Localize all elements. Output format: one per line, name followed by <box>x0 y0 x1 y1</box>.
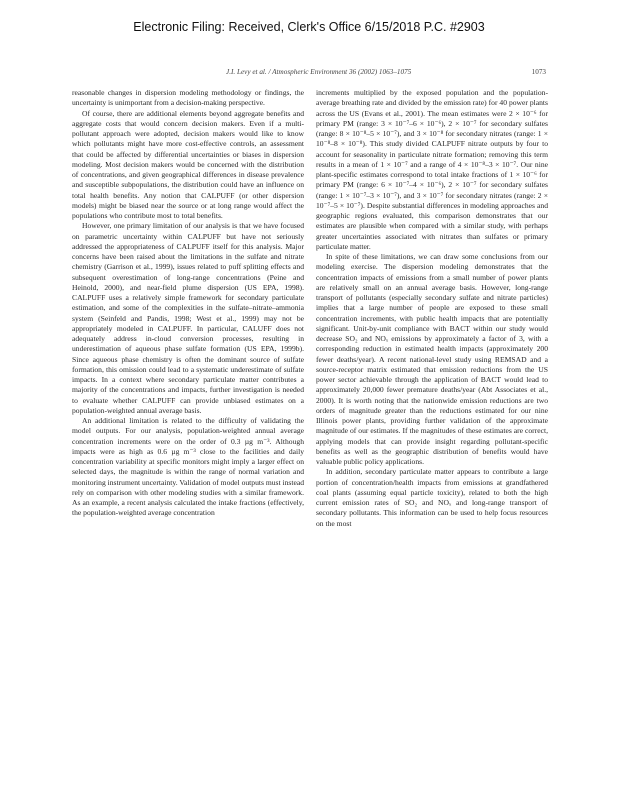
paragraph: In addition, secondary particulate matter appears to contribute a large portion of concentration/health impacts from emissions at grandfathered coal plants (assuming equal particle toxicity), related to both the high current emission rates of SO₂ and NOₓ and long-range transport of secondary pollutants. This information can be used to help focus resources on the most <box>316 467 548 528</box>
filing-stamp: Electronic Filing: Received, Clerk's Office 6/15/2018 P.C. #2903 <box>133 20 485 34</box>
paragraph: increments multiplied by the exposed population and the population-average breathing rate and divided by the emission rate) for 40 power plants across the US (Evans et al., 2001). The mean estimates were 2 × 10⁻⁶ for primary PM (range: 3 × 10⁻⁷–6 × 10⁻⁶), 2 × 10⁻⁷ for secondary sulfates (range: 8 × 10⁻⁸–5 × 10⁻⁷), and 3 × 10⁻⁸ for secondary nitrates (range: 1 × 10⁻⁸–8 × 10⁻⁸). This study divided CALPUFF nitrate outputs by four to account for seasonality in particulate nitrate formation; removing this term results in a mean of 1 × 10⁻⁷ and a range of 4 × 10⁻⁸–3 × 10⁻⁷. Our nine plant-specific estimates correspond to total intake fractions of 1 × 10⁻⁶ for primary PM (range: 6 × 10⁻⁷–4 × 10⁻⁶), 2 × 10⁻⁷ for secondary sulfates (range: 1 × 10⁻⁷–3 × 10⁻⁷), and 3 × 10⁻⁷ for secondary nitrates (range: 2 × 10⁻⁷–5 × 10⁻⁷). Despite substantial differences in modeling approaches and geographic regions evaluated, this comparison demonstrates that our estimates are plausible when compared with a similar study, with perhaps greater uncertainties associated with nitrates than sulfates or primary particulate matter. <box>316 88 548 251</box>
right-column <box>316 88 548 529</box>
running-head: J.I. Levy et al. / Atmospheric Environment 36 (2002) 1063–1075 <box>226 68 412 76</box>
left-column <box>72 88 304 519</box>
paragraph: reasonable changes in dispersion modeling methodology or findings, the uncertainty is unimportant from a decision-making perspective. <box>72 88 304 108</box>
paragraph: An additional limitation is related to the difficulty of validating the model outputs. For our analysis, population-weighted annual average concentration increments were on the order of 0.3 µg m⁻³. Although impacts were as high as 0.6 µg m⁻³ close to the facilities and daily concentration variability at specific monitors might imply a larger effect on selected days, the magnitude is within the range of normal variation and monitoring instrument uncertainty. Validation of model outputs must instead rely on comparison with other modeling studies with a similar framework. As an example, a recent analysis calculated the intake fractions (effectively, the population-weighted average concentration <box>72 416 305 518</box>
paragraph: However, one primary limitation of our analysis is that we have focused on parametric uncertainty within CALPUFF but have not seriously addressed the appropriateness of CALPUFF itself for this analysis. Major concerns have been raised about the limitations in the sulfate and nitrate chemistry (Garrison et al., 1999), issues related to puff splitting effects and subsequent overestimation of long-range concentrations (Peine and Heinold, 2000), and near-field plume dispersion (US EPA, 1998). CALPUFF uses a relatively simple framework for secondary particulate estimation, and some of the complexities in the sulfate–nitrate–ammonia system (Seinfeld and Pandis, 1998; West et al., 1999) may not be appropriately modeled in CALPUFF. In particular, CALUFF does not adequately address in-cloud conversion processes, resulting in underestimation of aqueous phase sulfate formation (US EPA, 1999b). Since aqueous phase chemistry is often the dominant source of sulfate formation, this omission could lead to a systematic underestimate of sulfate impacts. In a context where secondary particulate matter contributes a majority of the concentrations and impacts, further investigation is needed to evaluate whether CALPUFF can provide unbiased estimates on a population-weighted annual average basis. <box>72 221 304 415</box>
paragraph: Of course, there are additional elements beyond aggregate benefits and aggregate costs that would concern decision makers. Even if a multi-pollutant approach were adopted, decision makers would like to know which pollutants might have more cost-effective controls, an assessment that could be affected by differential uncertainties or biases in dispersion modeling. Most decision makers would be concerned with the distribution of concentrations, and given geographical differences in disease prevalence and susceptible subpopulations, the distribution could have an influence on total health benefits. Any notion that CALPUFF (or other dispersion models) might be biased near the source or at long range would affect the populations who contribute most to total benefits. <box>72 108 304 220</box>
paragraph: In spite of these limitations, we can draw some conclusions from our modeling exercise. The dispersion modeling demonstrates that the concentration impacts of emissions from a small number of power plants are relatively small on an annual average basis. However, long-range transport of pollutants (especially secondary sulfate and nitrate particles) implies that a large number of people are exposed to these small concentration increments, with public health impacts that are potentially significant. Unit-by-unit compliance with BACT within our study would decrease SO₂ and NOₓ emissions by approximately a factor of 3, with a corresponding reduction in estimated health impacts (approximately 200 fewer deaths/year). A recent national-level study using REMSAD and a source-receptor matrix estimated that emission reductions from the US power sector achievable through the application of BACT would lead to approximately 20,000 fewer premature deaths/year (Abt Associates et al., 2000). It is worth noting that the nationwide emission reductions are two orders of magnitude greater than the reductions estimated for our nine Illinois power plants, providing further validation of the approximate magnitude of our estimates. If the magnitudes of these estimates are correct, applying models that can provide insight regarding pollutant-specific benefits as well as the geographic distribution of benefits would have valuable public policy applications. <box>316 252 548 466</box>
page-number: 1073 <box>531 68 546 76</box>
